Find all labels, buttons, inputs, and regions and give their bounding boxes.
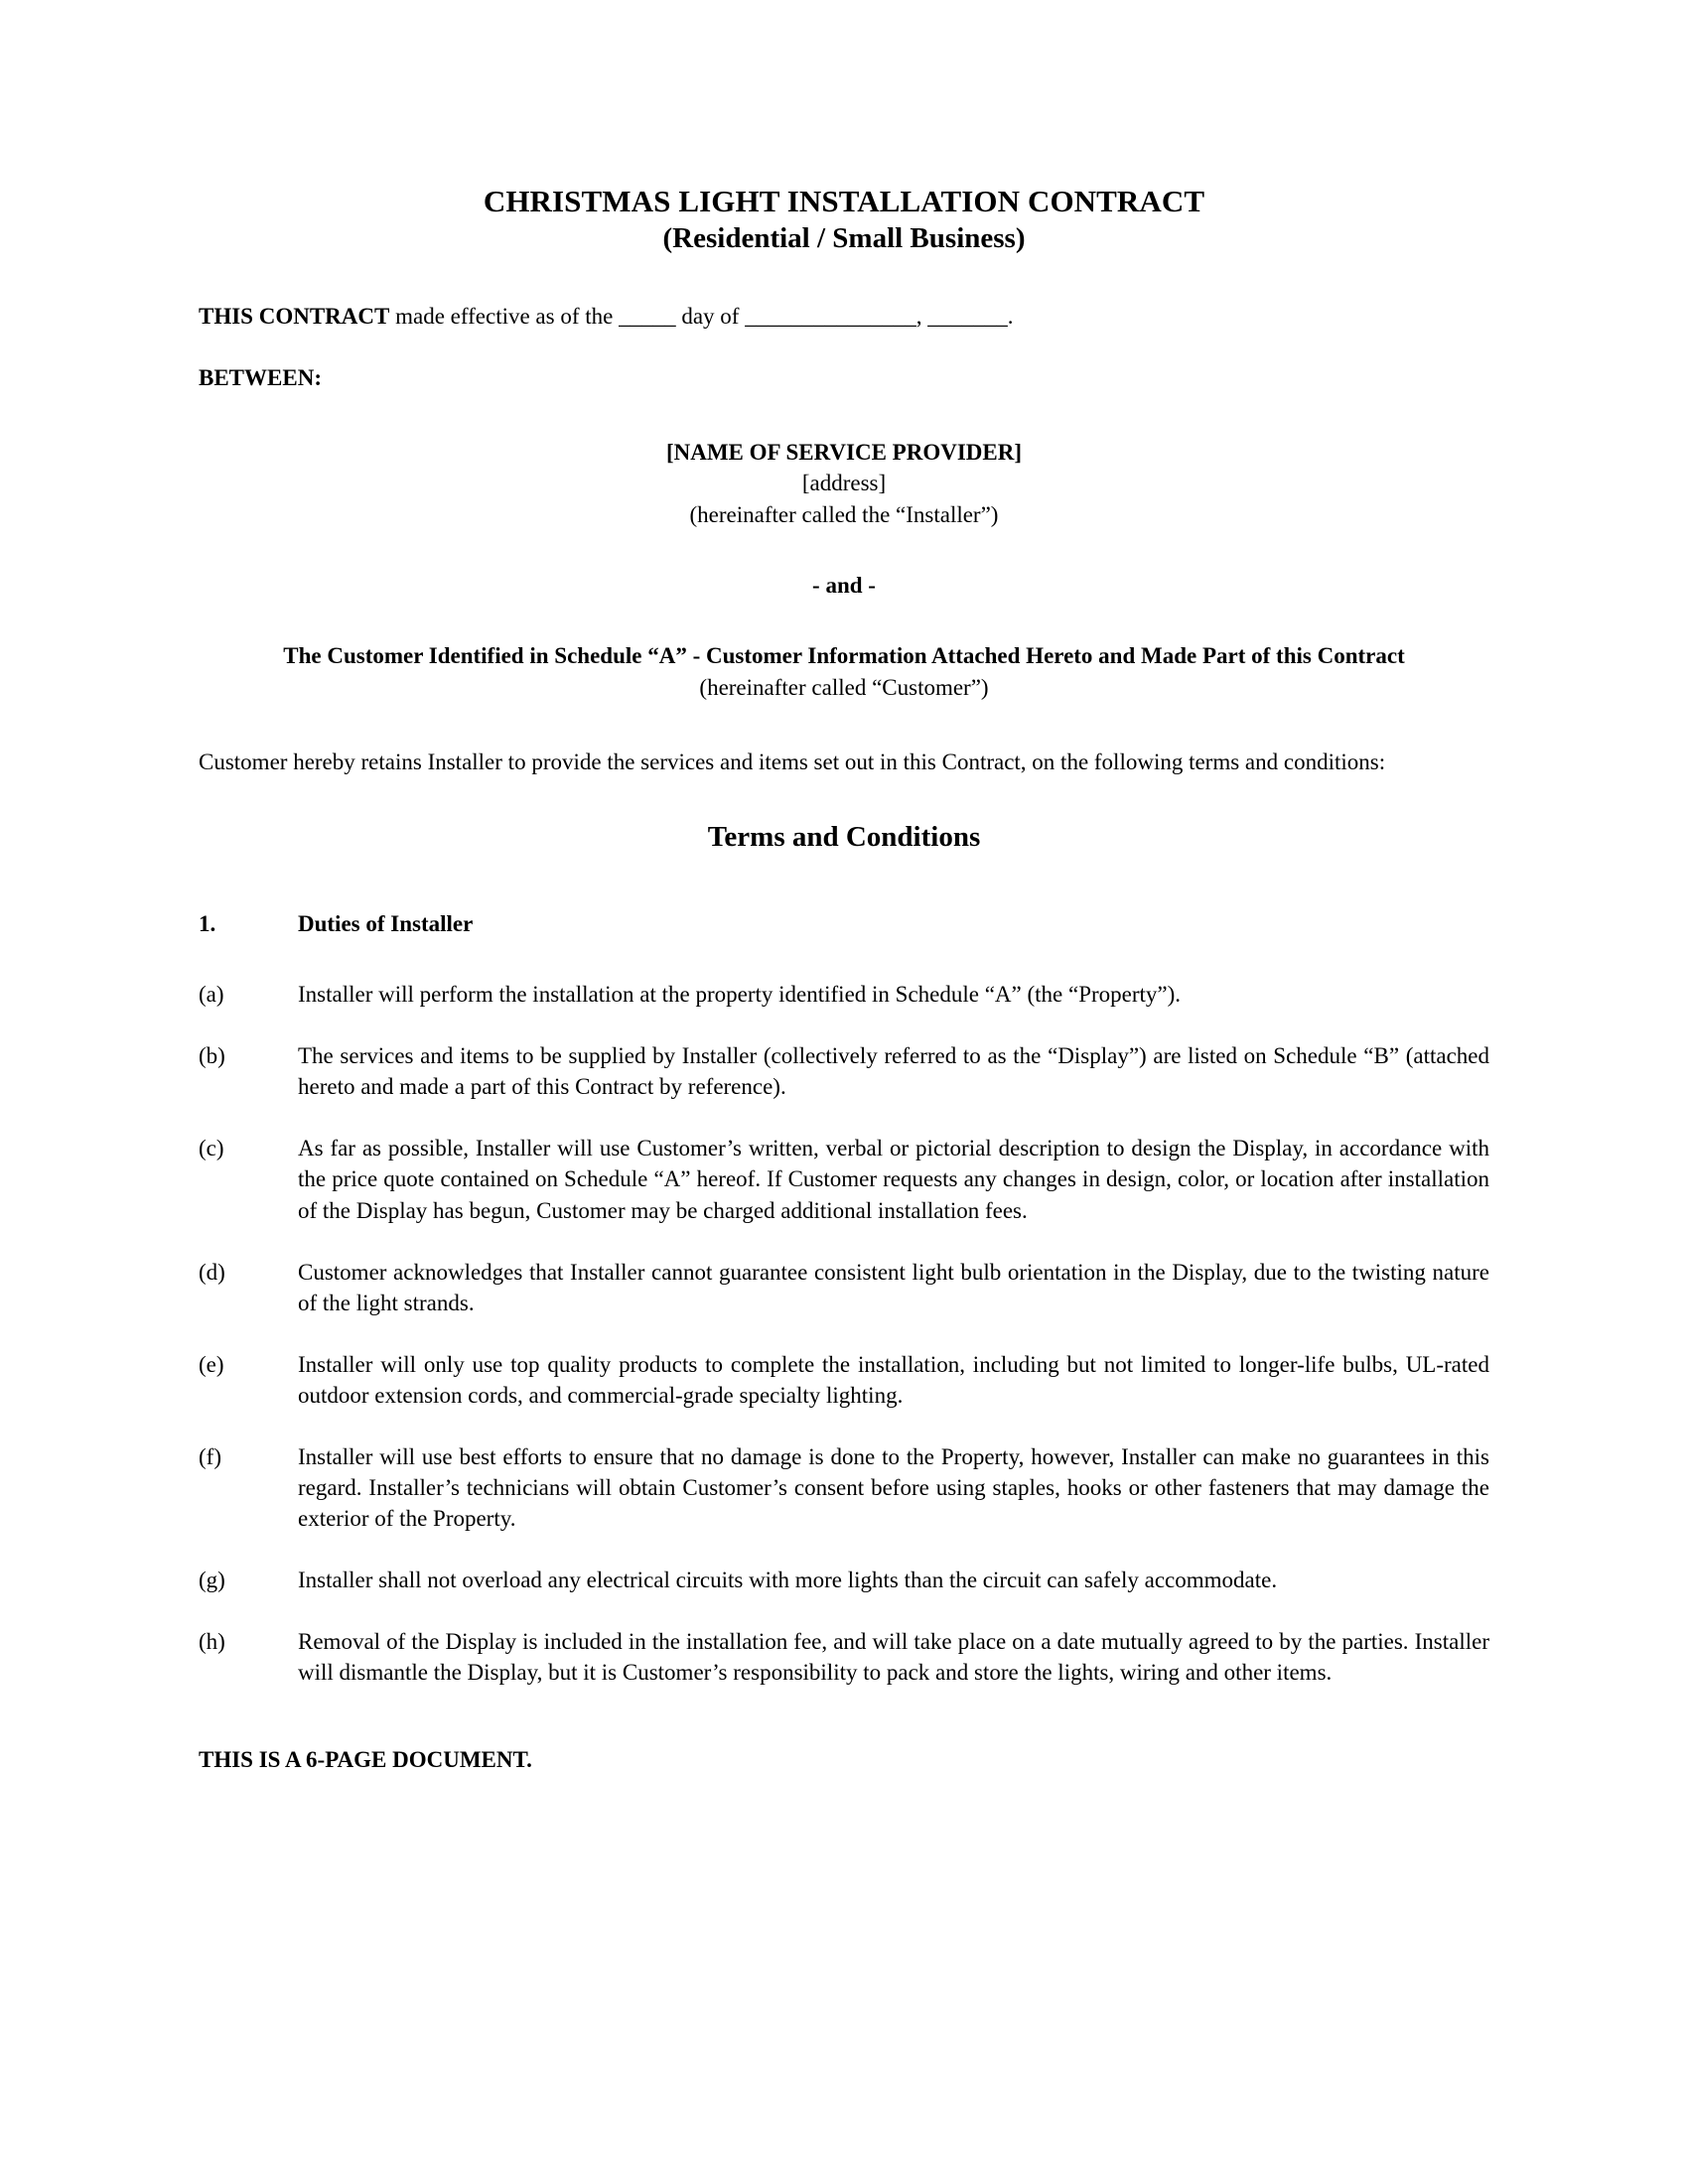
clause-text: Customer acknowledges that Installer cannot guarantee consistent light bulb orientation in the Display, due to the twisting nature of the light strands.	[298, 1259, 1489, 1315]
clause-label: (b)	[199, 1043, 225, 1069]
clause-f	[199, 1441, 1489, 1534]
customer-title: The Customer Identified in Schedule “A” - Customer Information Attached Hereto and Made Part of this Contract	[283, 642, 1405, 668]
clause-label: (h)	[199, 1628, 225, 1654]
clause-text: As far as possible, Installer will use Customer’s written, verbal or pictorial description to design the Display, in accordance with the price quote contained on Schedule “A” hereof. If Customer requests any changes in design, color, or location after installation of the Display has begun, Customer may be charged additional installation fees.	[298, 1136, 1489, 1223]
effective-date-lead: THIS CONTRACT	[199, 303, 390, 329]
clause-text: Installer will only use top quality products to complete the installation, including but not limited to longer-life bulbs, UL-rated outdoor extension cords, and commercial-grade specialty lighting.	[298, 1351, 1489, 1408]
clause-label: (g)	[199, 1567, 225, 1592]
document-body	[199, 184, 1489, 1773]
section-number: 1.	[199, 911, 216, 937]
document-title: CHRISTMAS LIGHT INSTALLATION CONTRACT	[483, 184, 1205, 218]
section-heading-duties-of-installer	[199, 911, 1489, 937]
party-separator: - and -	[812, 572, 876, 598]
clause-d	[199, 1257, 1489, 1318]
clause-a	[199, 979, 1489, 1010]
customer-alias: (hereinafter called “Customer”)	[699, 674, 989, 700]
clause-e	[199, 1349, 1489, 1411]
effective-date-blanks: made effective as of the _____ day of _______________, _______.	[389, 303, 1014, 329]
document-title-block	[199, 184, 1489, 256]
clause-c	[199, 1133, 1489, 1225]
between-label: BETWEEN:	[199, 364, 322, 390]
clause-text: Removal of the Display is included in the installation fee, and will take place on a date mutually agreed to by the parties. Installer will dismantle the Display, but it is Customer’s responsibility to pack and store the lights, wiring and other items.	[298, 1628, 1489, 1685]
effective-date-line	[199, 302, 1489, 333]
clause-label: (d)	[199, 1259, 225, 1285]
clause-label: (e)	[199, 1351, 224, 1377]
installer-alias: (hereinafter called the “Installer”)	[689, 502, 999, 528]
section-title: Duties of Installer	[298, 911, 474, 937]
clause-b	[199, 1040, 1489, 1102]
page-count-note: THIS IS A 6-PAGE DOCUMENT.	[199, 1747, 532, 1773]
clause-label: (f)	[199, 1443, 221, 1469]
clause-g	[199, 1565, 1489, 1595]
clause-label: (a)	[199, 982, 224, 1008]
installer-address: [address]	[801, 471, 887, 496]
installer-party-block	[199, 437, 1489, 531]
clause-h	[199, 1626, 1489, 1688]
clause-text: Installer will use best efforts to ensure that no damage is done to the Property, however, Installer can make no guarantees in this regard. Installer’s technicians will obtain Customer’s consent before using staples, hooks or other fasteners that may damage the exterior of the Property.	[298, 1443, 1489, 1531]
customer-party-block	[199, 640, 1489, 703]
document-subtitle: (Residential / Small Business)	[662, 221, 1026, 254]
terms-and-conditions-heading: Terms and Conditions	[707, 821, 981, 854]
clause-text: Installer will perform the installation at the property identified in Schedule “A” (the “Property”).	[298, 982, 1182, 1008]
installer-name: [NAME OF SERVICE PROVIDER]	[665, 439, 1023, 465]
clause-text: The services and items to be supplied by Installer (collectively referred to as the “Display”) are listed on Schedule “B” (attached hereto and made a part of this Contract by reference).	[298, 1043, 1489, 1100]
clause-label: (c)	[199, 1136, 224, 1161]
intro-paragraph: Customer hereby retains Installer to provide the services and items set out in this Contract, on the following terms and conditions:	[199, 750, 1386, 775]
clause-text: Installer shall not overload any electrical circuits with more lights than the circuit can safely accommodate.	[298, 1567, 1278, 1592]
